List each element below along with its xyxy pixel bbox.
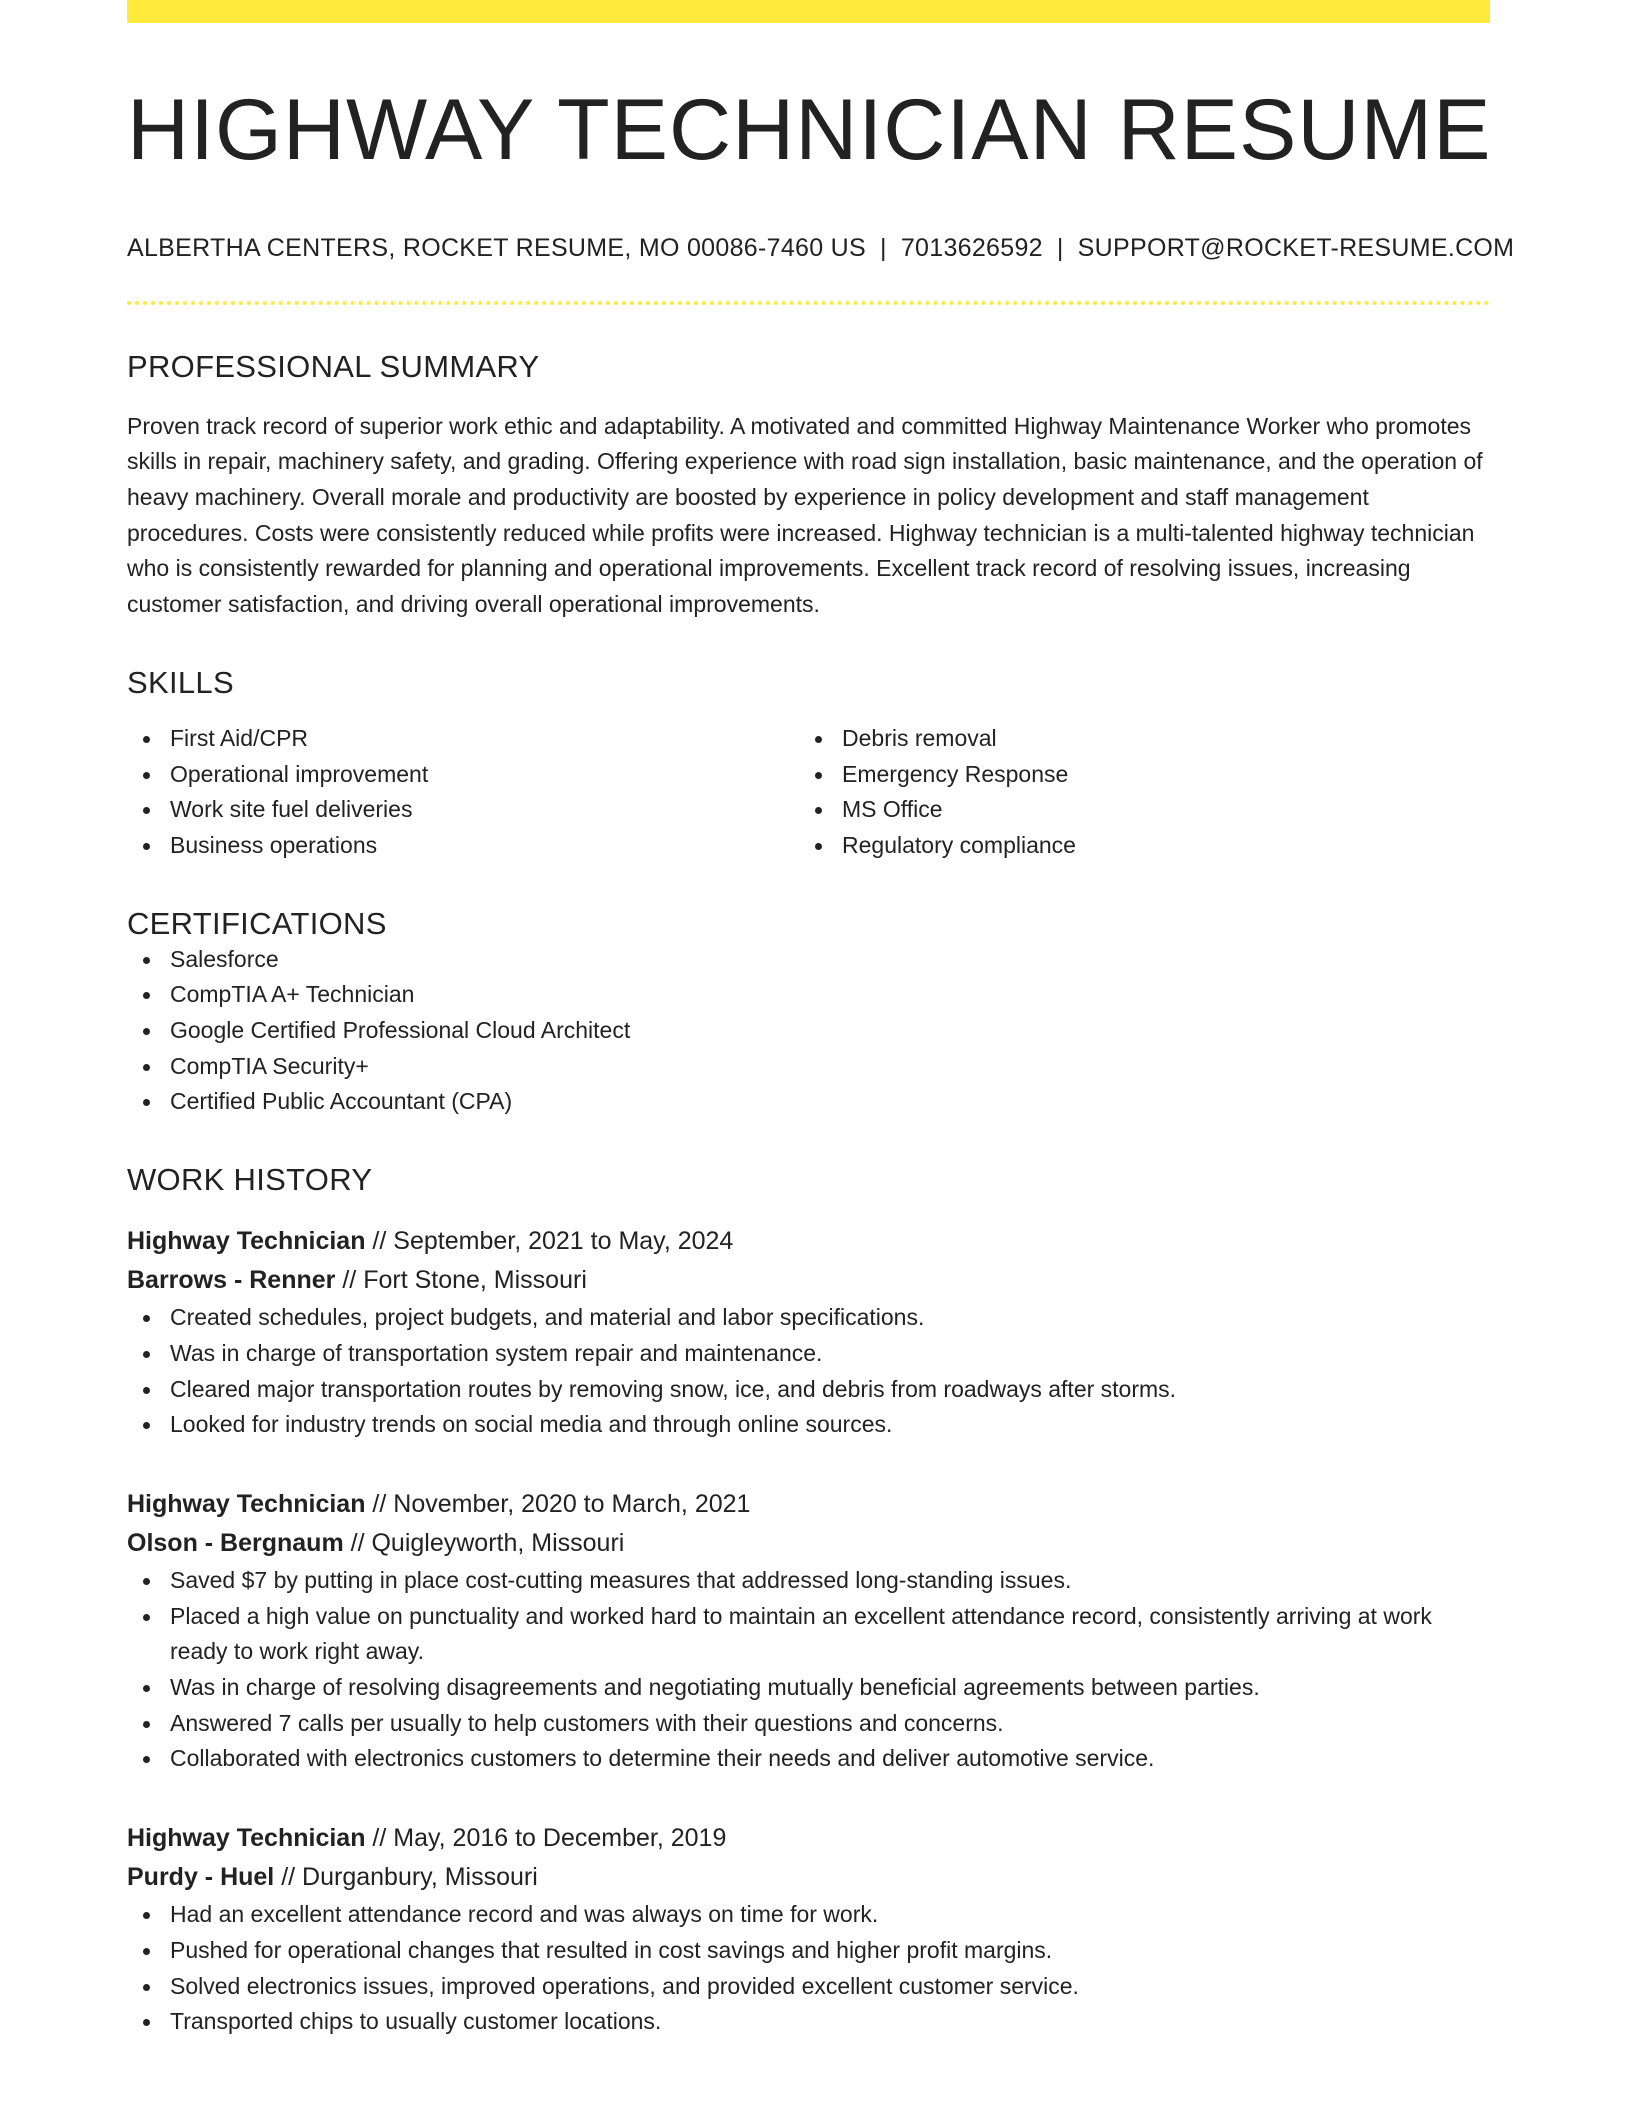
job-divider: // xyxy=(335,1266,364,1295)
skills-list-left xyxy=(127,721,799,864)
job-company-line xyxy=(127,1524,1490,1563)
job-entry xyxy=(127,1485,1490,1777)
contact-separator: | xyxy=(880,233,887,262)
job-duties-list xyxy=(127,1563,1490,1777)
contact-address: ALBERTHA CENTERS, ROCKET RESUME, MO 00086-7460 US xyxy=(127,233,867,262)
job-title: Highway Technician xyxy=(127,1489,366,1518)
certifications-list xyxy=(127,942,1490,1121)
skill-item: Business operations xyxy=(127,828,799,864)
resume-page xyxy=(127,0,1515,2040)
job-company: Olson - Bergnaum xyxy=(127,1528,344,1557)
job-duty-item: Was in charge of resolving disagreements and negotiating mutually beneficial agreements between parties. xyxy=(127,1670,1490,1706)
certification-item: Salesforce xyxy=(127,942,1490,978)
job-entry xyxy=(127,1222,1490,1443)
job-duty-item: Had an excellent attendance record and was always on time for work. xyxy=(127,1897,1490,1933)
contact-email: SUPPORT@ROCKET-RESUME.COM xyxy=(1077,233,1515,262)
job-title-line xyxy=(127,1819,1490,1858)
job-dates: May, 2016 to December, 2019 xyxy=(393,1824,727,1853)
work-history-jobs xyxy=(127,1222,1490,2040)
contact-separator: | xyxy=(1056,233,1064,262)
job-title: Highway Technician xyxy=(127,1824,366,1853)
skill-item: Operational improvement xyxy=(127,757,799,793)
job-duties-list xyxy=(127,1300,1490,1443)
certifications-heading: CERTIFICATIONS xyxy=(127,905,387,941)
job-entry xyxy=(127,1819,1490,2040)
job-divider: // xyxy=(365,1824,394,1853)
job-divider: // xyxy=(343,1528,372,1557)
job-title-line xyxy=(127,1222,1490,1261)
skills-heading: SKILLS xyxy=(127,664,234,700)
skills-column-left xyxy=(127,721,799,864)
certification-item: CompTIA A+ Technician xyxy=(127,977,1490,1013)
job-title-line xyxy=(127,1485,1490,1524)
job-company-line xyxy=(127,1261,1490,1300)
skill-item: Work site fuel deliveries xyxy=(127,792,799,828)
job-company-line xyxy=(127,1858,1490,1897)
job-divider: // xyxy=(274,1863,303,1892)
skill-item: MS Office xyxy=(799,792,1471,828)
job-duty-item: Pushed for operational changes that resulted in cost savings and higher profit margins. xyxy=(127,1933,1490,1969)
skills-grid xyxy=(127,721,1490,864)
resume-title: HIGHWAY TECHNICIAN RESUME xyxy=(127,82,1492,178)
job-duty-item: Collaborated with electronics customers to determine their needs and deliver automotive service. xyxy=(127,1741,1490,1777)
certification-item: CompTIA Security+ xyxy=(127,1049,1490,1085)
certification-item: Google Certified Professional Cloud Architect xyxy=(127,1013,1490,1049)
job-divider: // xyxy=(365,1489,394,1518)
job-location: Durganbury, Missouri xyxy=(302,1863,538,1892)
summary-text: Proven track record of superior work ethic and adaptability. A motivated and committed Highway Maintenance Worker who promotes skills in repair, machinery safety, and grading. Offering experience with road sign installation, basic maintenance, and the operation of heavy machinery. Overall morale and productivity are boosted by experience in policy development and staff management procedures. Costs were consistently reduced while profits were increased. Highway technician is a multi-talented highway technician who is consistently rewarded for planning and operational improvements. Excellent track record of resolving issues, increasing customer satisfaction, and driving overall operational improvements. xyxy=(127,412,1483,618)
summary-heading: PROFESSIONAL SUMMARY xyxy=(127,348,540,384)
skill-item: Debris removal xyxy=(799,721,1471,757)
accent-top-bar xyxy=(127,0,1490,23)
job-duty-item: Saved $7 by putting in place cost-cutting measures that addressed long-standing issues. xyxy=(127,1563,1490,1599)
job-duty-item: Was in charge of transportation system repair and maintenance. xyxy=(127,1336,1490,1372)
job-duty-item: Solved electronics issues, improved operations, and provided excellent customer service. xyxy=(127,1969,1490,2005)
job-location: Fort Stone, Missouri xyxy=(363,1266,587,1295)
job-company: Barrows - Renner xyxy=(127,1266,336,1295)
work-history-heading: WORK HISTORY xyxy=(127,1162,373,1198)
skill-item: Emergency Response xyxy=(799,757,1471,793)
job-duty-item: Looked for industry trends on social media and through online sources. xyxy=(127,1407,1490,1443)
contact-phone: 7013626592 xyxy=(900,233,1043,262)
job-duty-item: Cleared major transportation routes by removing snow, ice, and debris from roadways after storms. xyxy=(127,1372,1490,1408)
job-duty-item: Answered 7 calls per usually to help customers with their questions and concerns. xyxy=(127,1706,1490,1742)
contact-line xyxy=(127,233,1515,263)
job-duty-item: Placed a high value on punctuality and worked hard to maintain an excellent attendance record, consistently arriving at work ready to work right away. xyxy=(127,1599,1490,1670)
job-dates: September, 2021 to May, 2024 xyxy=(393,1227,734,1256)
job-location: Quigleyworth, Missouri xyxy=(371,1528,625,1557)
job-duties-list xyxy=(127,1897,1490,2040)
job-dates: November, 2020 to March, 2021 xyxy=(393,1489,751,1518)
skill-item: Regulatory compliance xyxy=(799,828,1471,864)
certification-item: Certified Public Accountant (CPA) xyxy=(127,1084,1490,1120)
job-company: Purdy - Huel xyxy=(127,1863,275,1892)
job-title: Highway Technician xyxy=(127,1227,366,1256)
skills-column-right xyxy=(799,721,1471,864)
skills-list-right xyxy=(799,721,1471,864)
job-duty-item: Transported chips to usually customer locations. xyxy=(127,2004,1490,2040)
dotted-divider xyxy=(127,301,1490,305)
job-divider: // xyxy=(365,1227,394,1256)
skill-item: First Aid/CPR xyxy=(127,721,799,757)
job-duty-item: Created schedules, project budgets, and material and labor specifications. xyxy=(127,1300,1490,1336)
